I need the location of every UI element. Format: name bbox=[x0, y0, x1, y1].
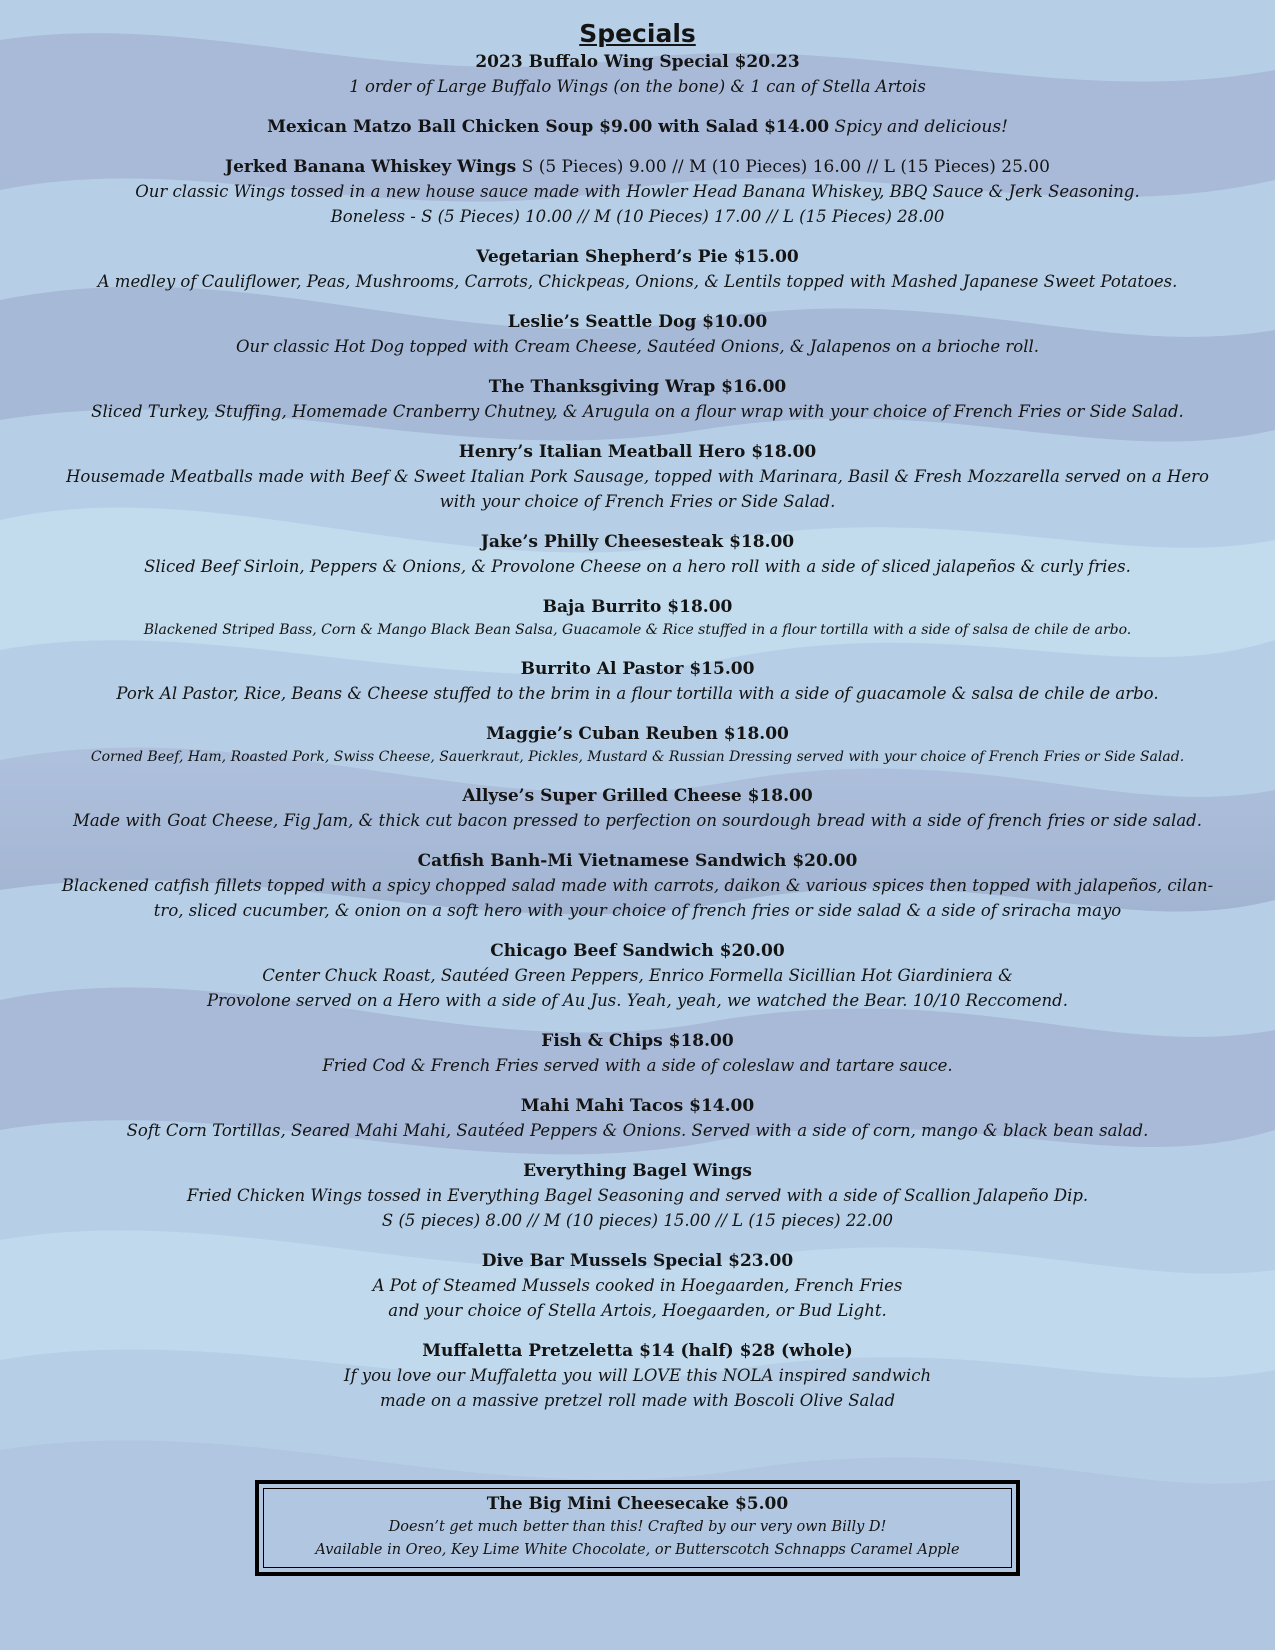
menu-item-list bbox=[60, 50, 1215, 1413]
menu-item bbox=[60, 595, 1215, 641]
menu-item-heading bbox=[60, 784, 1215, 808]
menu-item-heading bbox=[60, 849, 1215, 873]
menu-item-description: made on a massive pretzel roll made with Boscoli Olive Salad bbox=[379, 1391, 896, 1410]
menu-item-description: Provolone served on a Hero with a side of Au Jus. Yeah, yeah, we watched the Bear. 10/10 Reccomend. bbox=[207, 991, 1068, 1010]
menu-item-name: Chicago Beef Sandwich $20.00 bbox=[490, 941, 785, 961]
menu-item bbox=[60, 784, 1215, 833]
menu-item-description: Center Chuck Roast, Sautéed Green Peppers, Enrico Formella Sicillian Hot Giardiniera & bbox=[262, 966, 1013, 985]
menu-item-name: Maggie’s Cuban Reuben $18.00 bbox=[486, 724, 789, 744]
menu-item-description: A medley of Cauliflower, Peas, Mushrooms, Carrots, Chickpeas, Onions, & Lentils topped with Mashed Japanese Sweet Potatoes. bbox=[97, 272, 1178, 291]
menu-item-description: Fried Cod & French Fries served with a side of coleslaw and tartare sauce. bbox=[322, 1056, 953, 1075]
menu-item-description: Blackened Striped Bass, Corn & Mango Black Bean Salsa, Guacamole & Rice stuffed in a flour tortilla with a side of salsa de chile de arbo. bbox=[143, 622, 1132, 638]
menu-item-heading bbox=[60, 722, 1215, 746]
menu-item-name: Mexican Matzo Ball Chicken Soup $9.00 with Salad $14.00 bbox=[267, 117, 830, 137]
specials-menu bbox=[60, 18, 1215, 1429]
menu-item-description: and your choice of Stella Artois, Hoegaarden, or Bud Light. bbox=[388, 1301, 887, 1320]
menu-item-name: Muffaletta Pretzeletta $14 (half) $28 (whole) bbox=[422, 1341, 853, 1361]
menu-item-name: Everything Bagel Wings bbox=[523, 1161, 752, 1181]
menu-item-heading bbox=[60, 440, 1215, 464]
menu-item-description: Made with Goat Cheese, Fig Jam, & thick cut bacon pressed to perfection on sourdough bread with a side of french fries or side salad. bbox=[73, 811, 1202, 830]
menu-item-description: 1 order of Large Buffalo Wings (on the bone) & 1 can of Stella Artois bbox=[349, 77, 926, 96]
menu-item bbox=[60, 115, 1215, 139]
menu-item-name: The Thanksgiving Wrap $16.00 bbox=[488, 377, 787, 397]
dessert-box-inner bbox=[263, 1488, 1012, 1568]
dessert-box bbox=[255, 1480, 1020, 1576]
menu-item-name: Burrito Al Pastor $15.00 bbox=[520, 659, 755, 679]
menu-item bbox=[60, 1249, 1215, 1323]
menu-item bbox=[60, 155, 1215, 229]
menu-item-description: with your choice of French Fries or Side Salad. bbox=[439, 492, 836, 511]
menu-item-name: Fish & Chips $18.00 bbox=[541, 1031, 734, 1051]
menu-item-heading bbox=[60, 1159, 1215, 1183]
menu-item-description: A Pot of Steamed Mussels cooked in Hoegaarden, French Fries bbox=[372, 1276, 903, 1295]
menu-item-description: Soft Corn Tortillas, Seared Mahi Mahi, Sautéed Peppers & Onions. Served with a side of corn, mango & black bean salad. bbox=[126, 1121, 1149, 1140]
menu-item-description: Sliced Turkey, Stuffing, Homemade Cranberry Chutney, & Arugula on a flour wrap with your choice of French Fries or Side Salad. bbox=[91, 402, 1184, 421]
menu-item-description: Corned Beef, Ham, Roasted Pork, Swiss Cheese, Sauerkraut, Pickles, Mustard & Russian Dressing served with your choice of French Fries or Side Salad. bbox=[90, 749, 1185, 765]
menu-item-description: Our classic Hot Dog topped with Cream Cheese, Sautéed Onions, & Jalapenos on a brioche roll. bbox=[235, 337, 1039, 356]
menu-item-description: tro, sliced cucumber, & onion on a soft hero with your choice of french fries or side salad & a side of sriracha mayo bbox=[153, 901, 1122, 920]
menu-item-extra: S (5 Pieces) 9.00 // M (10 Pieces) 16.00 // L (15 Pieces) 25.00 bbox=[516, 157, 1050, 177]
menu-item-heading bbox=[60, 1339, 1215, 1363]
menu-item-name: 2023 Buffalo Wing Special $20.23 bbox=[475, 52, 800, 72]
menu-item-description: Fried Chicken Wings tossed in Everything Bagel Seasoning and served with a side of Scallion Jalapeño Dip. bbox=[186, 1186, 1089, 1205]
menu-item-extra: Spicy and delicious! bbox=[829, 117, 1008, 137]
menu-item-description: Pork Al Pastor, Rice, Beans & Cheese stuffed to the brim in a flour tortilla with a side of guacamole & salsa de chile de arbo. bbox=[116, 684, 1159, 703]
menu-item-description: S (5 pieces) 8.00 // M (10 pieces) 15.00 // L (15 pieces) 22.00 bbox=[381, 1211, 894, 1230]
menu-item-description: Blackened catfish fillets topped with a spicy chopped salad made with carrots, daikon & various spices then topped with jalapeños, cilan- bbox=[61, 876, 1214, 895]
menu-item-description: If you love our Muffaletta you will LOVE this NOLA inspired sandwich bbox=[343, 1366, 932, 1385]
menu-item-heading bbox=[60, 1249, 1215, 1273]
menu-item bbox=[60, 1094, 1215, 1143]
menu-item bbox=[60, 530, 1215, 579]
menu-item bbox=[60, 657, 1215, 706]
menu-item bbox=[60, 375, 1215, 424]
menu-item-description: Housemade Meatballs made with Beef & Sweet Italian Pork Sausage, topped with Marinara, Basil & Fresh Mozzarella served on a Hero bbox=[66, 467, 1209, 486]
menu-item-heading bbox=[60, 50, 1215, 74]
menu-item-description: Sliced Beef Sirloin, Peppers & Onions, & Provolone Cheese on a hero roll with a side of sliced jalapeños & curly fries. bbox=[144, 557, 1131, 576]
menu-item-name: Jake’s Philly Cheesesteak $18.00 bbox=[480, 532, 795, 552]
menu-item-name: Baja Burrito $18.00 bbox=[542, 597, 733, 617]
menu-item-name: Dive Bar Mussels Special $23.00 bbox=[481, 1251, 794, 1271]
menu-item-heading bbox=[60, 1029, 1215, 1053]
menu-item bbox=[60, 440, 1215, 514]
menu-item-heading bbox=[60, 155, 1215, 179]
menu-item bbox=[60, 245, 1215, 294]
menu-item-name: Henry’s Italian Meatball Hero $18.00 bbox=[458, 442, 817, 462]
menu-item-heading bbox=[60, 115, 1215, 139]
menu-item-name: Leslie’s Seattle Dog $10.00 bbox=[507, 312, 768, 332]
menu-item-heading bbox=[60, 245, 1215, 269]
menu-item bbox=[60, 1339, 1215, 1413]
menu-item-heading bbox=[60, 530, 1215, 554]
menu-item-description: Boneless - S (5 Pieces) 10.00 // M (10 Pieces) 17.00 // L (15 Pieces) 28.00 bbox=[330, 207, 945, 226]
menu-item bbox=[60, 310, 1215, 359]
menu-item-heading bbox=[60, 657, 1215, 681]
menu-item-heading bbox=[60, 939, 1215, 963]
menu-item-heading bbox=[60, 375, 1215, 399]
dessert-line: Available in Oreo, Key Lime White Chocolate, or Butterscotch Schnapps Caramel Apple bbox=[315, 1542, 960, 1558]
dessert-line: Doesn’t get much better than this! Crafted by our very own Billy D! bbox=[388, 1519, 887, 1535]
menu-item bbox=[60, 722, 1215, 768]
menu-item-name: Mahi Mahi Tacos $14.00 bbox=[520, 1096, 755, 1116]
menu-item-name: Jerked Banana Whiskey Wings bbox=[225, 157, 517, 177]
menu-item-heading bbox=[60, 1094, 1215, 1118]
menu-item-name: Allyse’s Super Grilled Cheese $18.00 bbox=[462, 786, 813, 806]
menu-item-heading bbox=[60, 595, 1215, 619]
dessert-name: The Big Mini Cheesecake $5.00 bbox=[486, 1494, 789, 1514]
menu-item bbox=[60, 1159, 1215, 1233]
menu-item bbox=[60, 939, 1215, 1013]
menu-item bbox=[60, 1029, 1215, 1078]
menu-item-description: Our classic Wings tossed in a new house sauce made with Howler Head Banana Whiskey, BBQ Sauce & Jerk Seasoning. bbox=[135, 182, 1140, 201]
menu-item-name: Vegetarian Shepherd’s Pie $15.00 bbox=[476, 247, 799, 267]
menu-item bbox=[60, 50, 1215, 99]
menu-item-heading bbox=[60, 310, 1215, 334]
page-title: Specials bbox=[579, 19, 696, 48]
menu-item bbox=[60, 849, 1215, 923]
menu-item-name: Catfish Banh-Mi Vietnamese Sandwich $20.00 bbox=[417, 851, 858, 871]
